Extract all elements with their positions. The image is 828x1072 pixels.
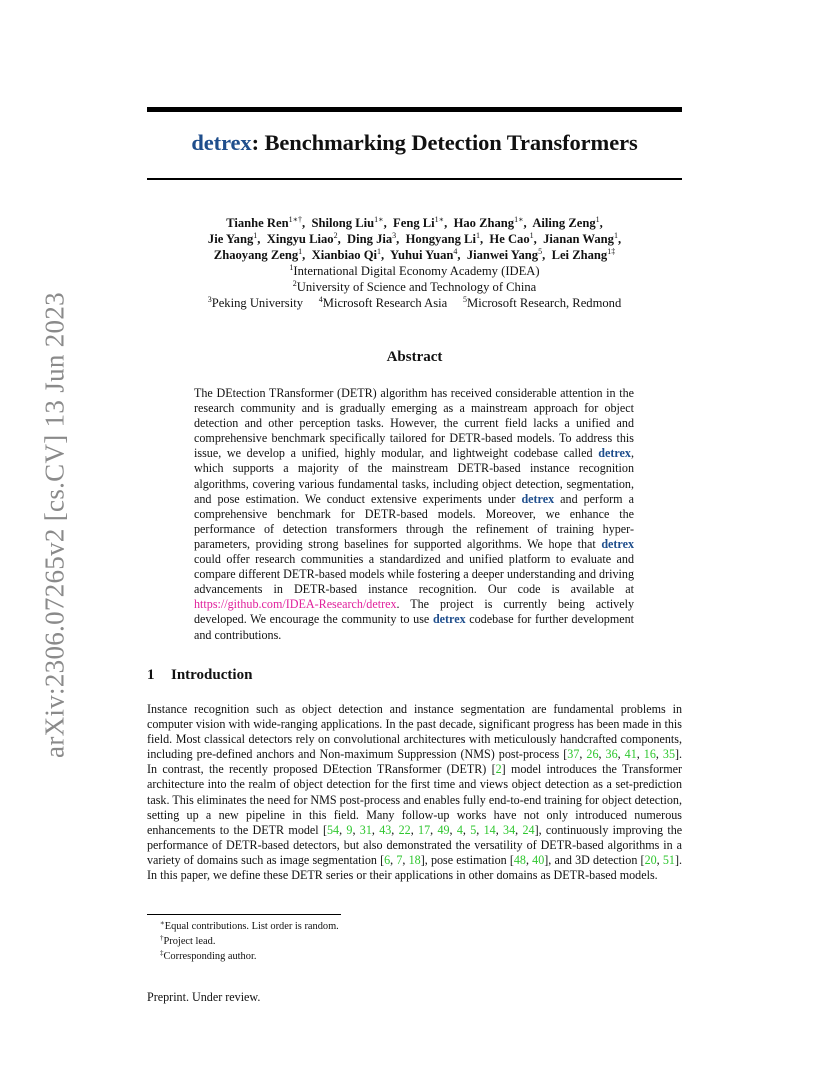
citation-link[interactable]: 48 — [513, 852, 526, 867]
footnote — [160, 949, 339, 964]
title-top-rule — [147, 107, 682, 112]
citation-link[interactable]: 43 — [379, 822, 392, 837]
author-name: Lei Zhang — [551, 248, 608, 262]
intro-text: ], and 3D detection [ — [544, 852, 645, 867]
author-mark: 1 — [253, 231, 258, 240]
citation-link[interactable]: 2 — [495, 762, 502, 777]
author-name: Tianhe Ren — [226, 216, 289, 230]
citation-link[interactable]: 36 — [605, 747, 618, 762]
citation-link[interactable]: 40 — [532, 852, 545, 867]
affiliation-text: International Digital Economy Academy (IDEA) — [293, 264, 540, 278]
footnote-text: Equal contributions. List order is random. — [164, 921, 339, 932]
citation-group: 6, 7, 18 — [384, 852, 421, 867]
author-name: Feng Li — [393, 216, 435, 230]
citation-link[interactable]: 34 — [503, 822, 516, 837]
title-rest: : Benchmarking Detection Transformers — [251, 130, 638, 155]
citation-link[interactable]: 18 — [408, 852, 421, 867]
citation-link[interactable]: 5 — [470, 822, 477, 837]
author-mark: 1 — [613, 231, 618, 240]
abstract-text: codebase for further development and contributions. — [194, 612, 635, 642]
arxiv-id: arXiv:2306.07265v2 [cs.CV] 13 Jun 2023 — [39, 292, 70, 758]
citation-link[interactable]: 17 — [418, 822, 431, 837]
footnote-mark: † — [160, 934, 164, 942]
citation-link[interactable]: 7 — [396, 852, 403, 867]
author-name: Hao Zhang — [453, 216, 515, 230]
citation-link[interactable]: 24 — [522, 822, 535, 837]
preprint-note: Preprint. Under review. — [147, 990, 261, 1004]
citation-link[interactable]: 16 — [643, 747, 656, 762]
intro-text: ]. In this paper, we define these DETR series or their applications in other domains as DETR-based models. — [147, 852, 683, 883]
brand-mention: detrex — [601, 536, 634, 551]
author-block — [147, 215, 682, 311]
abstract-text: and perform a comprehensive benchmark for DETR-based models. Moreover, we enhance the performance of detection transformers through the refinement of training hyper-parameters, providing strong baselines for supported algorithms. We hope that — [194, 491, 634, 551]
author-mark: 1 — [595, 215, 600, 224]
author-mark: 2 — [333, 231, 338, 240]
affiliation — [147, 279, 682, 295]
author-mark: 4 — [453, 247, 458, 256]
citation-link[interactable]: 35 — [662, 747, 675, 762]
affiliation-mark: 1 — [289, 263, 294, 272]
author-mark: 1∗† — [288, 215, 303, 224]
affiliation-text: Microsoft Research Asia — [322, 296, 448, 310]
author-line: Zhaoyang Zeng$^1$, Xianbiao Qi$^1$, Yuhui Yuan$^4$, Jianwei Yang$^5$, Lei Zhang$^{1\ddagger}$ — [213, 247, 616, 262]
author-mark: 1∗ — [514, 215, 524, 224]
abstract-text: , which supports a majority of the mainstream DETR-based instance recognition algorithms, covering various fundamental tasks, including object detection, segmentation, and pose estimation. We conduct extensive experiments under — [194, 446, 634, 506]
section-title: Introduction — [171, 667, 253, 683]
footnote-text: Corresponding author. — [163, 951, 257, 962]
author-mark: 1∗ — [434, 215, 445, 224]
author-mark: 3 — [392, 231, 397, 240]
author-name: Shilong Liu — [311, 216, 375, 230]
citation-group: 20, 51 — [644, 852, 675, 867]
author-mark: 1 — [475, 231, 480, 240]
citation-link[interactable]: 41 — [624, 747, 637, 762]
citation-link[interactable]: 37 — [567, 747, 580, 762]
intro-text: ]. In contrast, the recently proposed DEtection TRansformer (DETR) [ — [147, 747, 683, 777]
intro-paragraph — [147, 702, 682, 883]
intro-text: ] model introduces the Transformer architecture into the realm of object detection for the first time and views object detection as a set-prediction task. This eliminates the need for NMS post-process and enables fully end-to-end training for object detection, setting up a new pipeline in this field. Many follow-up works have not only introduced numerous enhancements to the DETR model [ — [147, 762, 682, 837]
abstract-text: . The project is currently being actively developed. We encourage the community to use — [194, 597, 634, 627]
footnote-mark: ‡ — [160, 949, 164, 957]
author-name: Ailing Zeng — [532, 216, 596, 230]
author-mark: 1 — [377, 247, 382, 256]
citation-link[interactable]: 31 — [359, 822, 372, 837]
author-mark: 1 — [529, 231, 534, 240]
author-mark: 1∗ — [374, 215, 384, 224]
abstract-body — [194, 386, 634, 643]
abstract-text: could offer research communities a standardized and unified platform to evaluate and compare different DETR-based models while fostering a deeper understanding and driving advancements in DETR-based instance recognition. Our code is available at — [194, 552, 634, 597]
intro-text: ], pose estimation [ — [420, 852, 514, 867]
citation-link[interactable]: 51 — [662, 852, 675, 867]
author-name: Ding Jia — [347, 232, 393, 246]
code-url-link[interactable]: https://github.com/IDEA-Research/detrex — [194, 597, 397, 612]
citation-link[interactable]: 54 — [326, 822, 340, 837]
affiliation-mark: 3 — [207, 295, 212, 304]
author-line: Jie Yang$^1$, Xingyu Liao$^2$, Ding Jia$^3$, Hongyang Li$^1$, He Cao$^1$, Jianan Wang$^1$, — [207, 231, 622, 246]
citation-link[interactable]: 20 — [644, 852, 657, 867]
brand-mention: detrex — [432, 612, 466, 627]
author-line: Tianhe Ren$^{1∗\dagger}$, Shilong Liu$^{1∗}$, Feng $Li^{1∗}$, Hao Zhang$^{1∗}$, Ailing Zeng$^1$, — [226, 215, 603, 230]
footnote-rule — [147, 914, 341, 915]
author-name: Zhaoyang Zeng — [213, 248, 299, 262]
title-bottom-rule — [147, 178, 682, 180]
abstract-text: The DEtection TRansformer (DETR) algorithm has received considerable attention in the research community and is gradually emerging as a mainstream approach for object detection and other perception tasks. However, the current field lacks a unified and comprehensive benchmark specifically tailored for DETR-based models. To address this issue, we develop a unified, highly modular, and lightweight codebase called — [194, 386, 634, 461]
section-number: 1 — [147, 667, 155, 683]
author-name: Yuhui Yuan — [390, 248, 454, 262]
author-name: Xianbiao Qi — [311, 248, 378, 262]
affiliation-text: University of Science and Technology of China — [296, 280, 537, 294]
citation-group: 37, 26, 36, 41, 16, 35 — [567, 747, 675, 762]
author-mark: 1‡ — [607, 247, 616, 256]
footnote — [160, 934, 339, 949]
citation-group: 54, 9, 31, 43, 22, 17, 49, 4, 5, 14, 34, 24 — [326, 822, 535, 837]
footnote-text: Project lead. — [163, 936, 216, 947]
author-mark: 1 — [298, 247, 303, 256]
author-mark: 5 — [538, 247, 543, 256]
affiliation — [147, 263, 682, 279]
affiliation-text: Peking University — [211, 296, 304, 310]
paper-title — [147, 130, 682, 156]
abstract-heading: Abstract — [386, 349, 443, 365]
citation-link[interactable]: 14 — [483, 822, 496, 837]
author-name: Jianwei Yang — [466, 248, 539, 262]
citation-link[interactable]: 22 — [398, 822, 411, 837]
citation-link[interactable]: 9 — [346, 822, 353, 837]
title-brand: detrex — [191, 130, 252, 155]
author-name: Hongyang Li — [405, 232, 476, 246]
intro-text: ], continuously improving the performance of DETR-based detectors, but also demonstrated the versatility of DETR-based algorithms in a variety of domains such as image segmentation [ — [147, 822, 683, 867]
affiliation-mark: 2 — [292, 279, 297, 288]
brand-mention: detrex — [521, 491, 555, 506]
affiliation-mark: 5 — [463, 295, 468, 304]
affiliation-text: Microsoft Research, Redmond — [467, 296, 622, 310]
section-heading — [147, 667, 252, 684]
author-name: He Cao — [489, 232, 530, 246]
citation-link[interactable]: 6 — [384, 852, 391, 867]
citation-link[interactable]: 49 — [437, 822, 450, 837]
citation-link[interactable]: 4 — [456, 822, 463, 837]
brand-mention: detrex — [598, 446, 631, 461]
footnote — [160, 919, 339, 934]
citation-link[interactable]: 26 — [586, 747, 599, 762]
citation-group: 48, 40 — [513, 852, 545, 867]
author-name: Jianan Wang — [543, 232, 614, 246]
author-name: Xingyu Liao — [266, 232, 334, 246]
affiliation-mark: 4 — [318, 295, 323, 304]
intro-text: Instance recognition such as object detection and instance segmentation are fundamental problems in computer vision with wide-ranging applications. In the past decade, significant progress has been made in this field. Most classical detectors rely on convolutional architectures with meticulously handcrafted components, including pre-defined anchors and Non-maximum Suppression (NMS) post-process [ — [147, 702, 682, 762]
affiliation — [147, 295, 682, 311]
author-name: Jie Yang — [207, 232, 254, 246]
footnote-mark: ∗ — [160, 919, 165, 927]
footnotes — [160, 919, 339, 964]
